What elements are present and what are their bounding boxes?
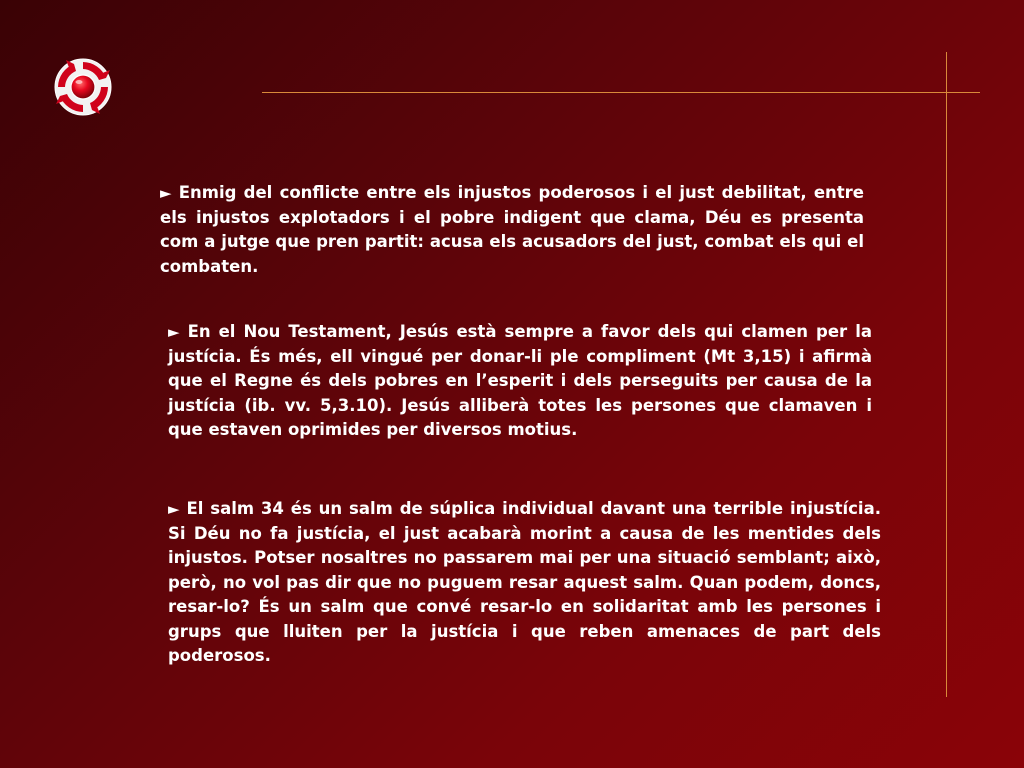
paragraph-1 <box>160 181 864 279</box>
vertical-rule <box>946 52 947 697</box>
paragraph-2 <box>168 320 872 443</box>
paragraph-3 <box>168 497 881 669</box>
horizontal-rule <box>262 92 980 93</box>
bullet-arrow-icon: ► <box>168 323 180 341</box>
circular-arrows-logo-icon <box>52 56 114 118</box>
paragraph-1-text: Enmig del conflicte entre els injustos poderosos i el just debilitat, entre els injustos explotadors i el pobre indigent que clama, Déu es presenta com a jutge que pren partit: acusa els acusadors del just, combat els qui el combaten. <box>160 183 864 276</box>
bullet-arrow-icon: ► <box>160 184 172 202</box>
paragraph-3-text: El salm 34 és un salm de súplica individual davant una terrible injustícia. Si Déu no fa justícia, el just acabarà morint a causa de les mentides dels injustos. Potser nosaltres no passarem mai per una situació semblant; això, però, no vol pas dir que no puguem resar aquest salm. Quan podem, doncs, resar-lo? És un salm que convé resar-lo en solidaritat amb les persones i grups que lluiten per la justícia i que reben amenaces de part dels poderosos. <box>168 499 881 665</box>
paragraph-2-text: En el Nou Testament, Jesús està sempre a favor dels qui clamen per la justícia. És més, ell vingué per donar-li ple compliment (Mt 3,15) i afirmà que el Regne és dels pobres en l’esperit i dels perseguits per causa de la justícia (ib. vv. 5,3.10). Jesús alliberà totes les persones que clamaven i que estaven oprimides per diversos motius. <box>168 322 872 439</box>
bullet-arrow-icon: ► <box>168 500 180 518</box>
